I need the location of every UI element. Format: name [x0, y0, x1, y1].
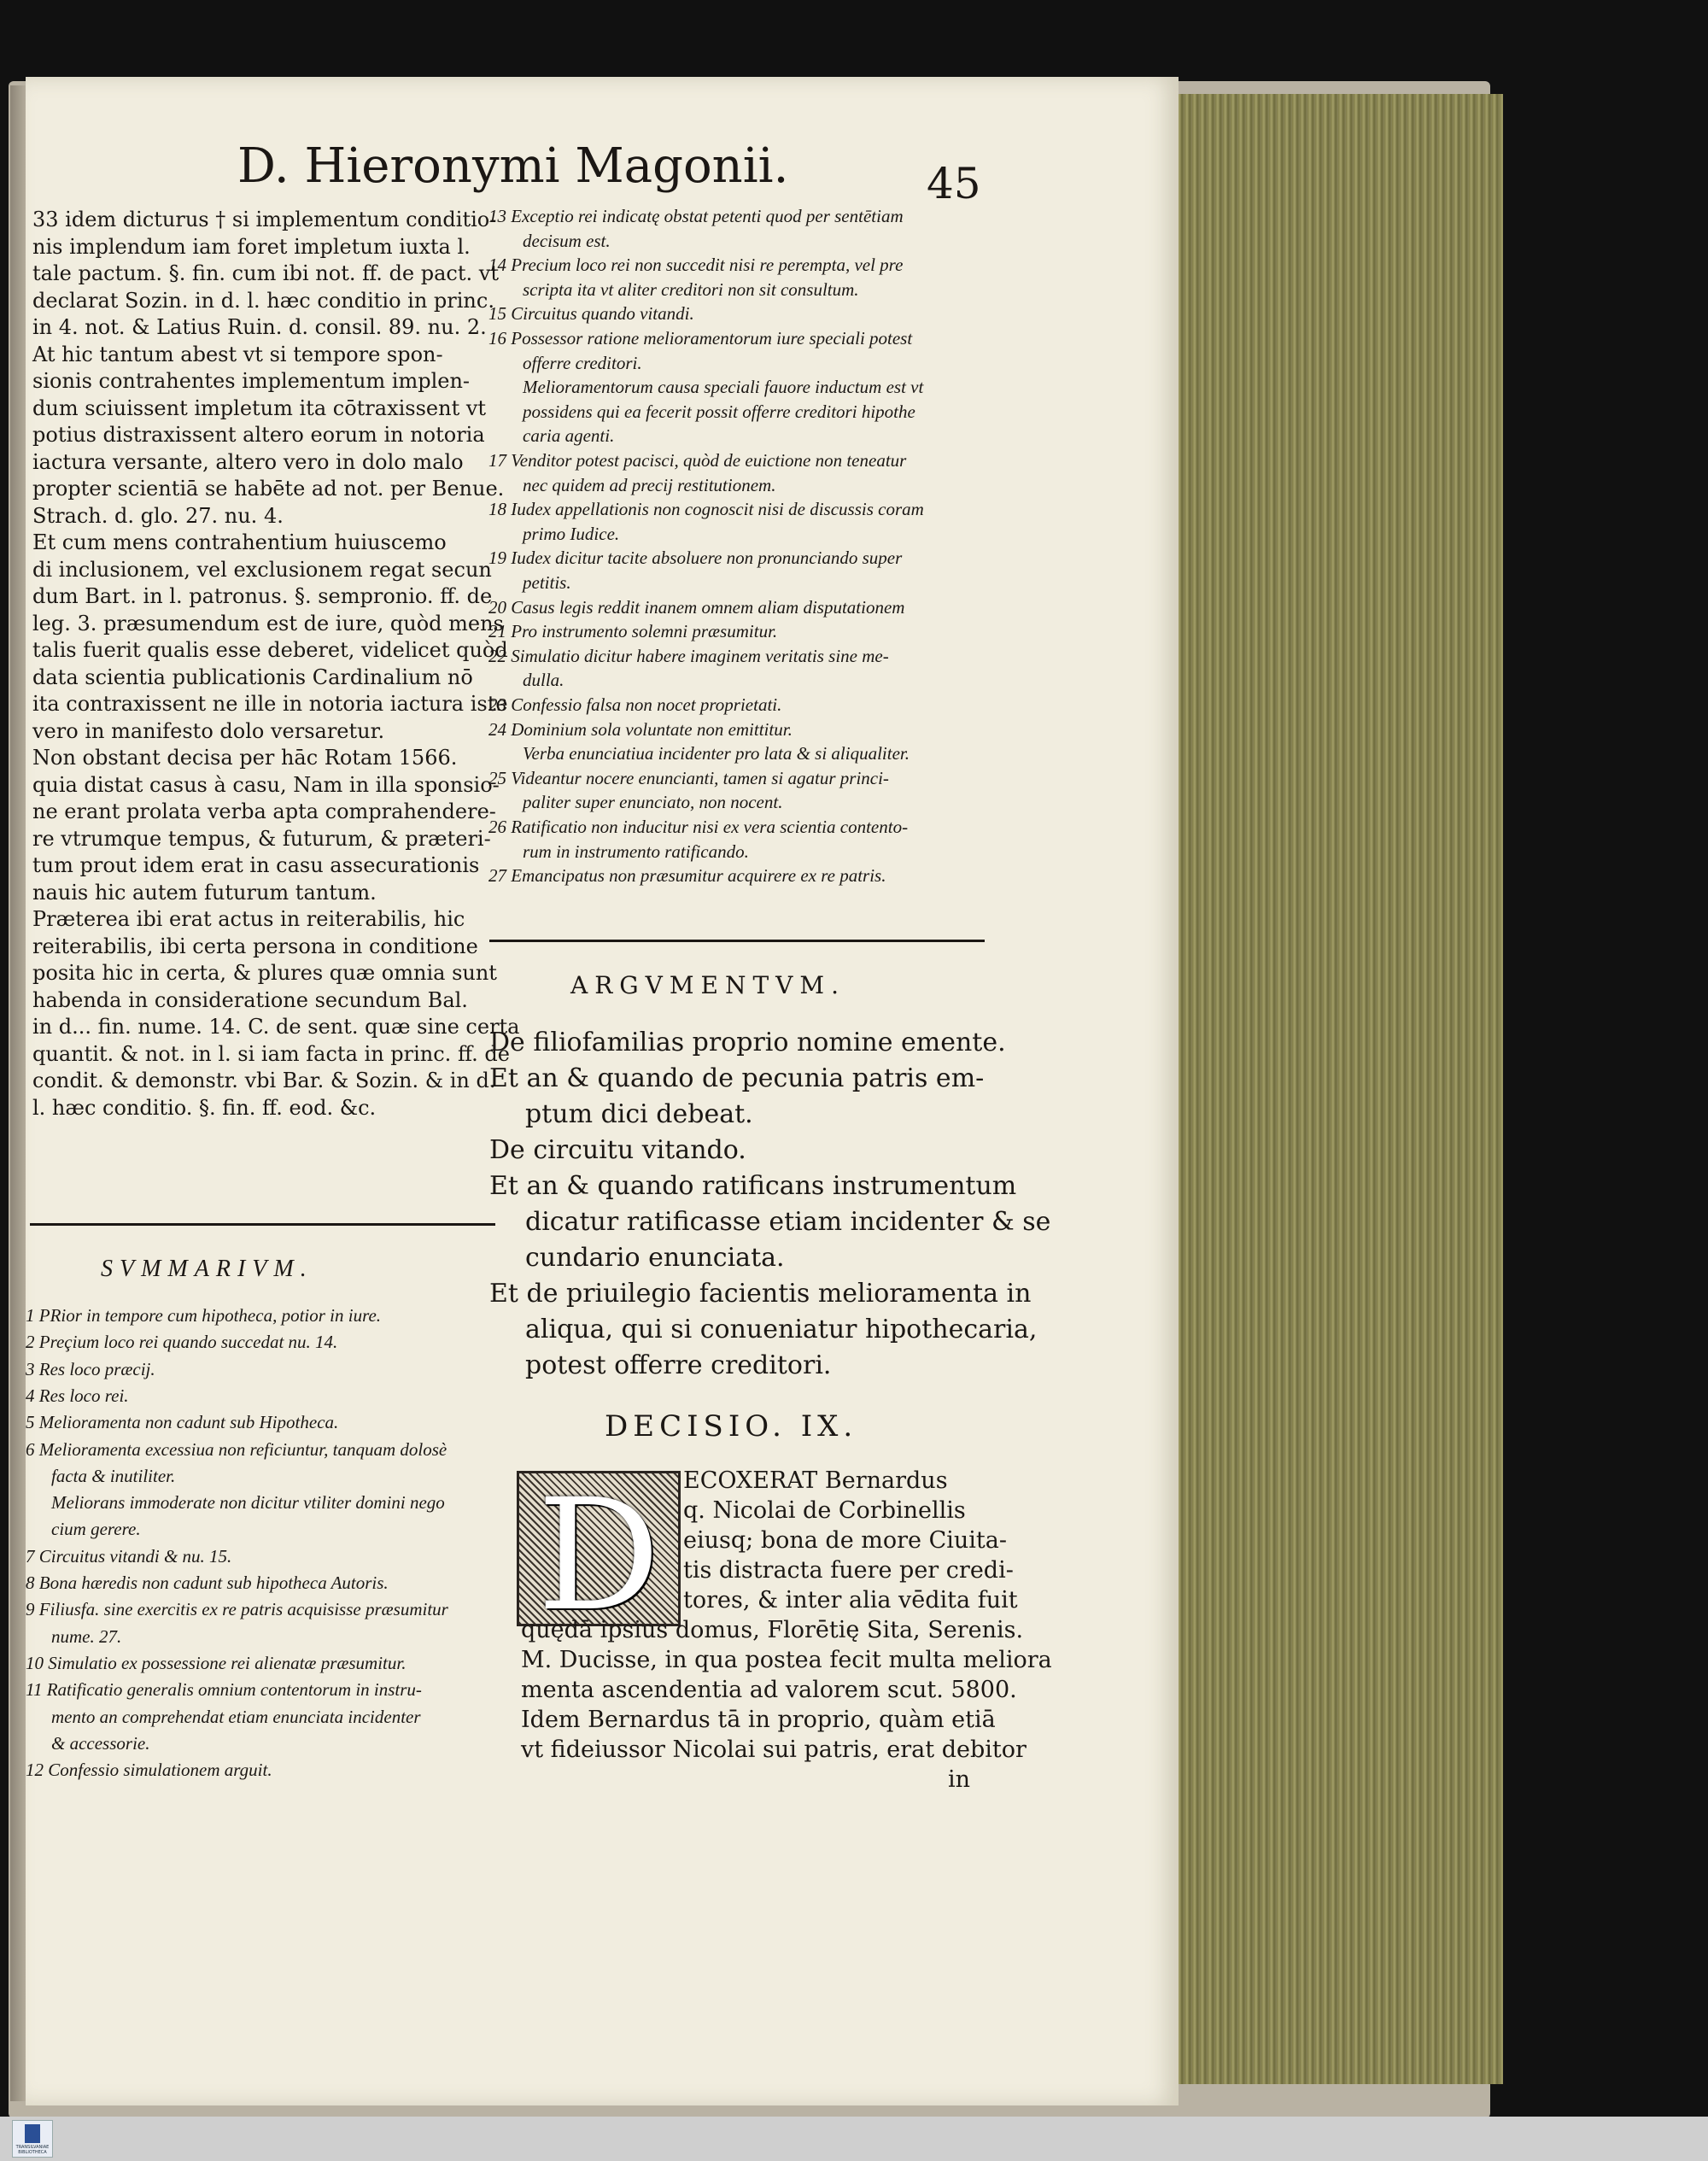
summary-item: 22 Simulatio dicitur habere imaginem veritatis sine me- — [488, 645, 889, 666]
body-line: propter scientiā se habēte ad not. per Benue. — [32, 477, 505, 501]
left-divider — [30, 1223, 495, 1226]
argumentum-line: Et an & quando de pecunia patris em- — [489, 1063, 985, 1093]
summary-item: Verba enunciatiua incidenter pro lata & si aliqualiter. — [523, 743, 910, 764]
decorated-initial — [517, 1467, 681, 1645]
body-line: nis implendum iam foret impletum iuxta l. — [32, 234, 471, 259]
argumentum-line: Et an & quando ratificans instrumentum — [489, 1171, 1017, 1201]
body-line: iactura versante, altero vero in dolo malo — [32, 449, 464, 474]
body-line: talis fuerit qualis esse deberet, videlicet quòd — [32, 638, 508, 662]
summary-item: cium gerere. — [51, 1519, 141, 1540]
body-line: ita contraxissent ne ille in notoria iactura iste — [32, 692, 508, 716]
argumentum-line: De circuitu vitando. — [489, 1135, 746, 1165]
summary-item: 7 Circuitus vitandi & nu. 15. — [26, 1545, 232, 1567]
body-line: At hic tantum abest vt si tempore spon- — [32, 342, 443, 366]
decisio-line: q. Nicolai de Corbinellis — [683, 1497, 966, 1524]
body-line: tum prout idem erat in casu assecurationis — [32, 853, 480, 877]
body-line: sionis contrahentes implementum implen- — [32, 369, 471, 393]
summary-item: 3 Res loco præcij. — [26, 1358, 155, 1379]
body-line: dum sciuissent impletum ita cōtraxissent vt — [32, 395, 487, 420]
decisio-line: vt fideiussor Nicolai sui patris, erat debitor — [521, 1736, 1027, 1763]
summary-item: 27 Emancipatus non præsumitur acquirere ex re patris. — [488, 865, 886, 887]
summary-item: nec quidem ad precij restitutionem. — [523, 474, 776, 495]
summary-item: 10 Simulatio ex possessione rei alienatæ præsumitur. — [26, 1652, 407, 1673]
summary-item: decisum est. — [523, 230, 611, 251]
decisio-line: Idem Bernardus tā in proprio, quàm etiā — [521, 1707, 996, 1733]
body-line: l. hæc conditio. §. fin. ff. eod. &c. — [32, 1095, 377, 1120]
summary-item: 16 Possessor ratione melioramentorum iure speciali potest — [488, 328, 913, 348]
decisio-line: in — [948, 1766, 971, 1793]
body-line: quantit. & not. in l. si iam facta in princ. ff. de — [32, 1041, 510, 1066]
argumentum-line: Et de priuilegio facientis melioramenta in — [489, 1279, 1032, 1309]
summary-item: 13 Exceptio rei indicatę obstat petenti quod per sentētiam — [488, 206, 904, 226]
summary-item: mento an comprehendat etiam enunciata incidenter — [51, 1706, 421, 1727]
summary-item: caria agenti. — [523, 425, 615, 447]
summary-item: 14 Precium loco rei non succedit nisi re perempta, vel pre — [488, 255, 904, 276]
argumentum-line: aliqua, qui si conueniatur hipothecaria, — [525, 1315, 1038, 1344]
page-edges — [1161, 94, 1503, 2084]
summary-item: nume. 27. — [51, 1625, 122, 1647]
summary-item: offerre creditori. — [523, 352, 642, 373]
summary-item: 26 Ratificatio non inducitur nisi ex vera scientia contento- — [488, 817, 909, 837]
summary-item: & accessorie. — [51, 1732, 150, 1754]
decorated-initial-letter: D — [536, 1467, 661, 1645]
summary-item: paliter super enunciato, non nocent. — [523, 792, 783, 813]
summary-item: 25 Videantur nocere enuncianti, tamen si agatur princi- — [488, 767, 889, 788]
summary-item: 5 Melioramenta non cadunt sub Hipotheca. — [26, 1412, 339, 1433]
body-line: Præterea ibi erat actus in reiterabilis, hic — [32, 907, 465, 931]
summary-item: dulla. — [523, 670, 564, 691]
summary-item: 24 Dominium sola voluntate non emittitur. — [488, 718, 793, 740]
summary-item: 19 Iudex dicitur tacite absoluere non pronunciando super — [488, 548, 903, 569]
summary-item: 1 PRior in tempore cum hipotheca, potior in iure. — [26, 1305, 382, 1326]
right-divider — [489, 940, 985, 942]
body-line: condit. & demonstr. vbi Bar. & Sozin. & in d. — [32, 1069, 496, 1092]
library-logo-text: TRANSILVANIAE BIBLIOTHECA — [15, 2145, 50, 2155]
body-line: ne erant prolata verba apta comprahendere- — [32, 799, 496, 823]
decisio-line: quędā ipsius domus, Florētię Sita, Serenis. — [521, 1617, 1024, 1643]
decisio-line: menta ascendentia ad valorem scut. 5800. — [521, 1677, 1017, 1703]
summary-item: Meliorans immoderate non dicitur vtiliter domini nego — [51, 1492, 445, 1514]
summary-item: Melioramentorum causa speciali fauore inductum est vt — [523, 377, 924, 398]
summary-item: 6 Melioramenta excessiua non reficiuntur, tanquam dolosè — [26, 1438, 447, 1460]
body-line: reiterabilis, ibi certa persona in conditione — [32, 934, 478, 958]
body-line: declarat Sozin. in d. l. hæc conditio in princ. — [32, 288, 494, 313]
argumentum-line: dicatur ratificasse etiam incidenter & se — [525, 1207, 1051, 1237]
summary-item: 11 Ratificatio generalis omnium contentorum in instru- — [26, 1679, 422, 1701]
summary-item: scripta ita vt aliter creditori non sit consultum. — [523, 278, 859, 300]
body-line: re vtrumque tempus, & futurum, & præteri- — [32, 826, 491, 851]
library-logo-mark — [25, 2124, 40, 2143]
summary-item: 15 Circuitus quando vitandi. — [488, 303, 694, 325]
summary-item: 23 Confessio falsa non nocet proprietati. — [488, 694, 782, 715]
viewer-bottom-bar — [0, 2117, 1708, 2161]
summary-item: 18 Iudex appellationis non cognoscit nisi de discussis coram — [488, 499, 924, 520]
body-line: potius distraxissent altero eorum in notoria — [32, 423, 485, 447]
argumentum-line: De filiofamilias proprio nomine emente. — [489, 1028, 1006, 1057]
summarium-heading: SVMMARIVM. — [101, 1256, 313, 1282]
summary-item: 9 Filiusfa. sine exercitis ex re patris acquisisse præsumitur — [26, 1599, 448, 1620]
body-line: leg. 3. præsumendum est de iure, quòd mens — [32, 611, 504, 635]
summary-item: primo Iudice. — [523, 523, 620, 544]
body-line: posita hic in certa, & plures quæ omnia sunt — [32, 961, 497, 985]
body-line: data scientia publicationis Cardinalium nō — [32, 665, 473, 689]
argumentum-line: ptum dici debeat. — [525, 1099, 753, 1129]
summary-item: rum in instrumento ratificando. — [523, 840, 749, 862]
argumentum-heading: ARGVMENTVM. — [570, 971, 845, 999]
body-line: Et cum mens contrahentium huiuscemo — [32, 530, 447, 554]
body-line: quia distat casus à casu, Nam in illa sponsio- — [32, 772, 500, 797]
summary-item: 21 Pro instrumento solemni præsumitur. — [488, 621, 778, 642]
body-line: vero in manifesto dolo versaretur. — [32, 718, 385, 743]
summary-item: 17 Venditor potest pacisci, quòd de euictione non teneatur — [488, 450, 907, 471]
body-line: di inclusionem, vel exclusionem regat secun — [32, 557, 492, 582]
body-line: in 4. not. & Latius Ruin. d. consil. 89. nu. 2. — [32, 315, 487, 339]
body-line: habenda in consideratione secundum Bal. — [32, 987, 468, 1012]
body-line: tale pactum. §. fin. cum ibi not. ff. de pact. vt — [32, 261, 499, 285]
summary-item: facta & inutiliter. — [51, 1465, 176, 1486]
argumentum-line: cundario enunciata. — [525, 1243, 785, 1273]
decisio-line: tores, & inter alia vēdita fuit — [683, 1587, 1018, 1613]
body-line: dum Bart. in l. patronus. §. sempronio. ff. de — [32, 584, 493, 608]
summary-item: 8 Bona hæredis non cadunt sub hipotheca Autoris. — [26, 1572, 389, 1593]
decisio-line: ECOXERAT Bernardus — [683, 1467, 948, 1494]
argumentum-line: potest offerre creditori. — [525, 1350, 832, 1380]
summary-item: 12 Confessio simulationem arguit. — [26, 1760, 272, 1781]
body-line: nauis hic autem futurum tantum. — [32, 880, 377, 905]
summary-item: petitis. — [523, 572, 571, 593]
decisio-line: M. Ducisse, in qua postea fecit multa meliora — [521, 1647, 1052, 1673]
decisio-heading: DECISIO. IX. — [605, 1409, 858, 1444]
body-line: Strach. d. glo. 27. nu. 4. — [32, 503, 284, 528]
summary-item: possidens qui ea fecerit possit offerre creditori hipothe — [523, 401, 915, 422]
page-number: 45 — [927, 159, 981, 208]
body-line: in d... fin. nume. 14. C. de sent. quæ sine certa — [32, 1015, 520, 1039]
body-line: Non obstant decisa per hāc Rotam 1566. — [32, 746, 458, 770]
page-header: D. Hieronymi Magonii. — [237, 138, 789, 194]
decisio-line: tis distracta fuere per credi- — [683, 1557, 1014, 1584]
body-line: 33 idem dicturus † si implementum conditio- — [32, 208, 497, 231]
summary-item: 20 Casus legis reddit inanem omnem aliam disputationem — [488, 596, 905, 618]
summary-item: 4 Res loco rei. — [26, 1385, 129, 1406]
library-logo — [12, 2120, 53, 2158]
summary-item: 2 Preçium loco rei quando succedat nu. 14. — [26, 1332, 338, 1353]
decisio-line: eiusq; bona de more Ciuita- — [683, 1527, 1007, 1554]
